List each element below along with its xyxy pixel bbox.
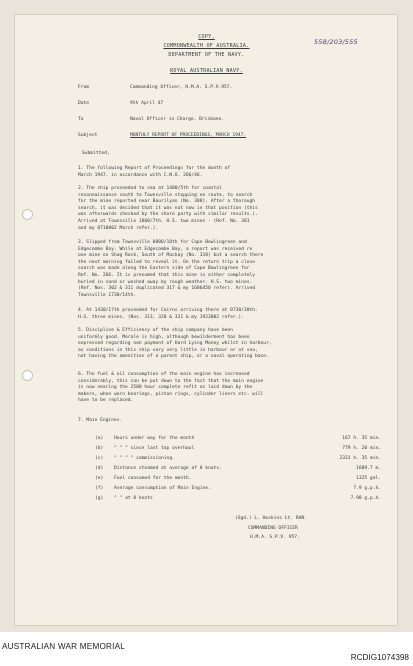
engine-row-text: " " at 8 knots	[114, 496, 153, 501]
paragraph-6	[78, 372, 378, 405]
paragraph-line: Ref. No. 266. It is presumed that this mine is either completely	[78, 272, 256, 278]
paragraph-1	[78, 166, 378, 179]
paragraph-line: buried in sand or washed away by rough weather. H.S. two mines.	[78, 279, 253, 285]
engine-row-text: Fuel consumed for the month.	[114, 476, 192, 481]
engine-row-value: 1325 gal.	[356, 476, 381, 481]
engine-row	[95, 436, 381, 443]
signature-line: (Sgd.) L. Hoskins Lt. RAN.	[235, 516, 307, 521]
signature-ship: H.M.A. S.P.V. 957.	[250, 535, 300, 540]
paragraph-4	[78, 308, 378, 321]
paragraph-line: the next morning failed to reveal it. On the return trip a close	[78, 259, 256, 265]
paragraph-5	[78, 328, 378, 361]
subject-value: MONTHLY REPORT OF PROCEEDINGS, MARCH 1947.	[130, 133, 247, 138]
engine-row-label: (d)	[95, 466, 104, 471]
paragraph-line: 6. The fuel & oil consumption of the main engine has increased	[78, 372, 250, 377]
paragraph-line: uniformly good. Morale is high, although bewilderment has been	[78, 334, 250, 340]
date-label: Date	[78, 101, 90, 106]
engine-row-label: (f)	[95, 486, 104, 491]
paragraph-line: one mine on Shag Rock, South of Mackay (No. 318) but a search there	[78, 253, 264, 259]
engine-row-text: Distance steamed at average of 8 knots.	[114, 466, 222, 471]
engine-row-value: 1609.7 m.	[356, 466, 381, 471]
paragraph-line: Arrived at Townsville 1800/7th. H.S. two mines - (Ref. No. 301	[78, 218, 250, 224]
paragraph-line: search, it was decided that it was not now in that position (this	[78, 205, 258, 211]
date-value: 9th April 47	[130, 101, 164, 106]
to-value: Naval Officer in Charge, Brisbane.	[130, 117, 225, 122]
paragraph-line: makers, when worn bearings, piston rings, cylinder liners etc. will	[78, 391, 264, 397]
paragraph-line: not having the amenities of a parent ship, or a naval operating base.	[78, 354, 269, 360]
paragraph-line: (Ref. Nos. 302 & 311 duplicated 317 & my 1606450 refer). Arrived	[78, 286, 256, 292]
submitted-line: Submitted,	[82, 151, 110, 156]
engine-row-value: 779 h. 20 min.	[342, 446, 381, 451]
engine-row-value: 7.9 g.p.h.	[353, 486, 381, 491]
paragraph-line: 7. Main Engines.	[78, 418, 123, 423]
paragraph-line: expressed regarding non payment of Hard Lying Money whilst in harbour,	[78, 341, 272, 347]
footer-record-id: RCDIG1074398	[350, 653, 409, 662]
engine-row	[95, 466, 381, 473]
department-heading: DEPARTMENT OF THE NAVY.	[168, 52, 245, 58]
paragraph-3	[78, 240, 378, 299]
paragraph-line: Townsville 1730/14th.	[78, 292, 137, 298]
engine-row	[95, 476, 381, 483]
paragraph-line: as conditions in this ship vary very little in harbour or at sea,	[78, 347, 258, 353]
engine-row-label: (a)	[95, 436, 104, 441]
engine-row-label: (g)	[95, 496, 104, 501]
engine-row	[95, 486, 381, 493]
paragraph-line: reconnaissance south to Townsville stopping en route, to search	[78, 192, 253, 198]
engine-row-label: (e)	[95, 476, 104, 481]
paragraph-line: Edgecombe Bay. While at Edgecombe Bay, a report was received re	[78, 246, 253, 252]
paragraph-line: 1. The following Report of Proceedings for the month of	[78, 166, 231, 171]
paragraph-line: 5. Discipline & Efficiency of the ship company have been	[78, 328, 233, 333]
commonwealth-heading: COMMONWEALTH OF AUSTRALIA.	[163, 43, 250, 49]
signature-title: COMMANDING OFFICER	[248, 526, 298, 531]
engine-row-value: 2331 h. 35 min.	[339, 456, 381, 461]
paragraph-line: considerably, this can be put down to the fact that the main engine	[78, 378, 264, 384]
footer-awm: AUSTRALIAN WAR MEMORIAL	[2, 642, 126, 651]
navy-heading: ROYAL AUSTRALIAN NAVY.	[170, 68, 243, 74]
punch-hole	[22, 370, 33, 381]
punch-hole	[22, 209, 33, 220]
to-label: To	[78, 117, 84, 122]
paragraph-line: search was made along the Eastern side of Cape Bowlingreen for	[78, 266, 250, 272]
engine-row	[95, 496, 381, 503]
paragraph-line: for the mine reported near Bourilyan (No. 300). After a thorough	[78, 199, 256, 205]
engine-row-value: 7.98 g.p.h.	[350, 496, 381, 501]
engine-row-text: Hours under way for the month	[114, 436, 195, 441]
subject-label: Subject	[78, 133, 98, 138]
engine-row-value: 167 h. 35 min.	[342, 436, 381, 441]
copy-heading: COPY.	[198, 34, 215, 40]
paragraph-line: March 1947, in accordance with C.N.O. 266/46.	[78, 172, 203, 178]
engine-row	[95, 456, 381, 463]
engine-row-text: " " " " commissioning.	[114, 456, 175, 461]
paragraph-line: and my 0718002 March refer.).	[78, 225, 159, 231]
paragraph-line: is now nearing the 2500 hour complete refit as laid down by the	[78, 385, 253, 391]
engine-row-label: (c)	[95, 456, 104, 461]
paragraph-7	[78, 418, 378, 425]
engine-row-text: Average consumption of Main Engine.	[114, 486, 211, 491]
paragraph-line: have to be replaced.	[78, 398, 134, 404]
engine-row-text: " " " since last top overhaul	[114, 446, 195, 451]
engine-row-label: (b)	[95, 446, 104, 451]
paragraph-line: 4. At 1430/17th proceeded for Cairns arriving there at 0730/20th.	[78, 308, 258, 313]
paragraph-line: 3. Slipped from Townsville 0800/10th for Cape Bowlingreen and	[78, 240, 247, 245]
from-value: Commanding Officer, H.M.A. S.P.V.957.	[130, 85, 233, 90]
paragraph-2	[78, 186, 378, 232]
paragraph-line: 2. The ship proceeded to sea at 1400/5th for coastal	[78, 186, 222, 191]
reference-stamp: 558/203/555	[314, 38, 358, 46]
paragraph-line: was afterwards checked by the shore party with similar results.).	[78, 212, 258, 218]
from-label: From	[78, 85, 90, 90]
engine-row	[95, 446, 381, 453]
paragraph-line: H.S. three mines. (Nos. 313, 320 & 321 & my 1923002 refer.).	[78, 314, 244, 320]
